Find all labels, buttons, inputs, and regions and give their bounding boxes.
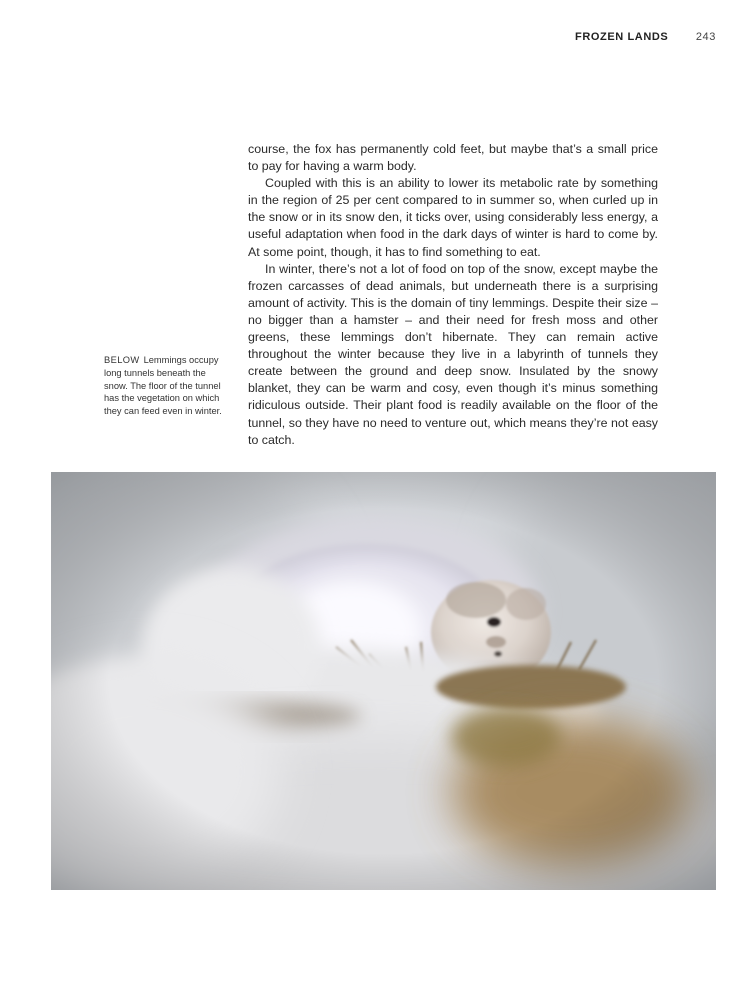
paragraph: Coupled with this is an ability to lower its metabolic rate by something in the region of 25 per cent compared to in summer so, when curled up in the snow or in its snow den, it ticks over, using considerably less energy, a useful adaptation when food in the dark days of winter is hard to come by. At some point, though, it has to find something to eat. xyxy=(248,176,658,259)
running-head xyxy=(560,31,720,47)
page-number: 243 xyxy=(695,31,716,43)
paragraph: course, the fox has permanently cold feet, but maybe that’s a small price to pay for having a warm body. xyxy=(248,142,658,174)
lemming-photo xyxy=(51,472,716,890)
body-text xyxy=(248,141,658,449)
photo-caption xyxy=(104,354,226,418)
caption-text: Lemmings occupy long tunnels beneath the snow. The floor of the tunnel has the vegetation on which they can feed even in winter. xyxy=(104,355,222,417)
caption-label: BELOW xyxy=(104,355,140,365)
paragraph: In winter, there’s not a lot of food on top of the snow, except maybe the frozen carcasses of dead animals, but underneath there is a surprising amount of activity. This is the domain of tiny lemmings. Despite their size – no bigger than a hamster – and their need for fresh moss and other greens, these lemmings don’t hibernate. They can remain active throughout the winter because they live in a labyrinth of tunnels they create between the ground and deep snow. Insulated by the snowy blanket, they can be warm and cosy, even though it’s minus something ridiculous outside. Their plant food is readily available on the floor of the tunnel, so they have no need to venture out, which means they’re not easy to catch. xyxy=(248,261,658,447)
section-title: FROZEN LANDS xyxy=(575,31,669,43)
lemming-in-snow-tunnel-image xyxy=(51,472,716,890)
